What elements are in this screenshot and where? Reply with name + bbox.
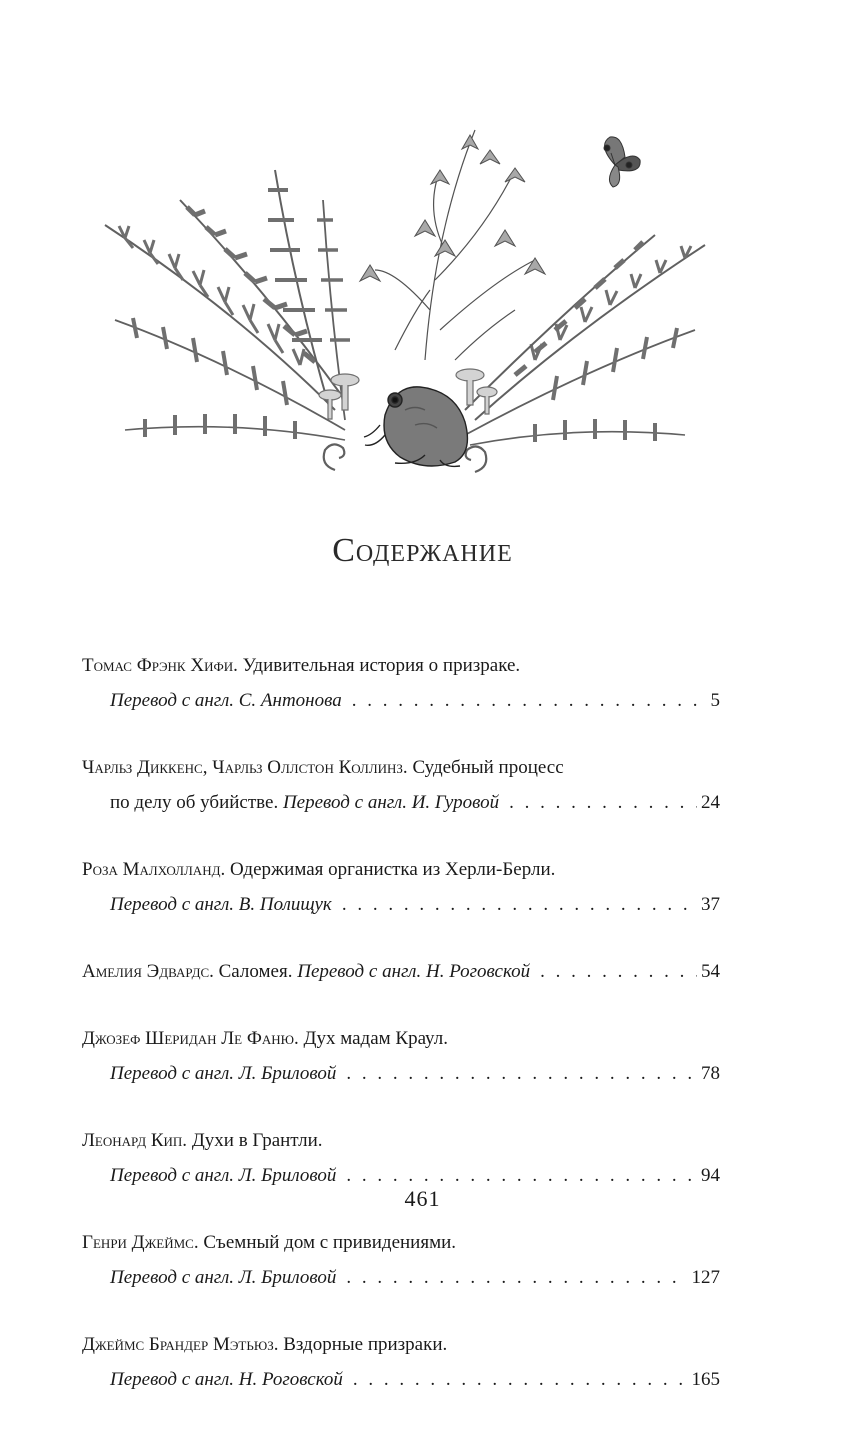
left-fern-1 <box>105 225 335 410</box>
entry-title: Удивительная история о призраке. <box>242 655 521 676</box>
entry-title: Духи в Грантли. <box>191 1130 323 1151</box>
toc-entry[interactable] <box>82 1021 720 1091</box>
toc-entry[interactable] <box>82 852 720 922</box>
toc-entry[interactable] <box>82 648 720 718</box>
entry-page: 127 <box>691 1267 720 1288</box>
entry-author: Генри Джеймс. <box>82 1232 199 1253</box>
entry-translation: Перевод с англ. И. Гуровой <box>282 792 500 813</box>
entry-page: 37 <box>701 894 720 915</box>
toc-entry[interactable] <box>82 1225 720 1295</box>
bellflower-stems <box>375 130 535 360</box>
leader-dots <box>353 1362 688 1397</box>
leader-dots <box>352 683 707 718</box>
leader-dots <box>509 785 697 820</box>
entry-page: 165 <box>691 1369 720 1390</box>
entry-page: 94 <box>701 1165 720 1186</box>
entry-page: 54 <box>701 961 720 982</box>
frog <box>364 387 467 467</box>
entry-author: Роза Малхолланд. <box>82 859 226 880</box>
entry-page: 5 <box>710 690 720 711</box>
entry-translation: Перевод с англ. Л. Бриловой <box>110 1165 337 1186</box>
toc-heading: Содержание <box>332 532 513 569</box>
toc-entry[interactable] <box>82 1123 720 1193</box>
entry-author: Амелия Эдвардс. <box>82 961 214 982</box>
bellflower-blooms <box>360 135 545 281</box>
left-fern-2 <box>180 200 345 400</box>
entry-translation: Перевод с англ. Л. Бриловой <box>110 1063 337 1084</box>
leader-dots <box>540 954 697 989</box>
entry-title: Вздорные призраки. <box>283 1334 448 1355</box>
fern-frog-illustration <box>95 110 715 490</box>
left-fern-3 <box>268 170 330 410</box>
entry-title: Одержимая органистка из Херли-Берли. <box>229 859 556 880</box>
entry-title: Съемный дом с привидениями. <box>203 1232 457 1253</box>
leader-dots <box>346 1260 687 1295</box>
leader-dots <box>346 1056 697 1091</box>
toc-entry[interactable] <box>82 954 720 989</box>
entry-author: Чарльз Диккенс, Чарльз Оллстон Коллинз. <box>82 757 408 778</box>
entry-translation: Перевод с англ. Л. Бриловой <box>110 1267 337 1288</box>
bottom-left-fern <box>125 414 345 440</box>
entry-author: Леонард Кип. <box>82 1130 188 1151</box>
page-number: 461 <box>404 1186 441 1211</box>
entry-author: Томас Фрэнк Хифи. <box>82 655 238 676</box>
toc-entry[interactable] <box>82 750 720 820</box>
entry-translation: Перевод с англ. Н. Роговской <box>297 961 531 982</box>
entry-page: 78 <box>701 1063 720 1084</box>
entry-translation: Перевод с англ. С. Антонова <box>110 690 342 711</box>
entry-author: Джозеф Шеридан Ле Фаню. <box>82 1028 299 1049</box>
butterfly <box>604 137 640 187</box>
entry-title-continuation: по делу об убийстве. <box>110 792 279 813</box>
entry-title: Саломея. <box>218 961 293 982</box>
entry-page: 24 <box>701 792 720 813</box>
entry-translation: Перевод с англ. В. Полищук <box>110 894 332 915</box>
leader-dots <box>342 887 697 922</box>
entry-title: Дух мадам Краул. <box>303 1028 448 1049</box>
toc-entry[interactable] <box>82 1327 720 1397</box>
entry-title: Судебный процесс <box>412 757 564 778</box>
entry-translation: Перевод с англ. Н. Роговской <box>110 1369 343 1390</box>
entry-author: Джеймс Брандер Мэтьюз. <box>82 1334 279 1355</box>
